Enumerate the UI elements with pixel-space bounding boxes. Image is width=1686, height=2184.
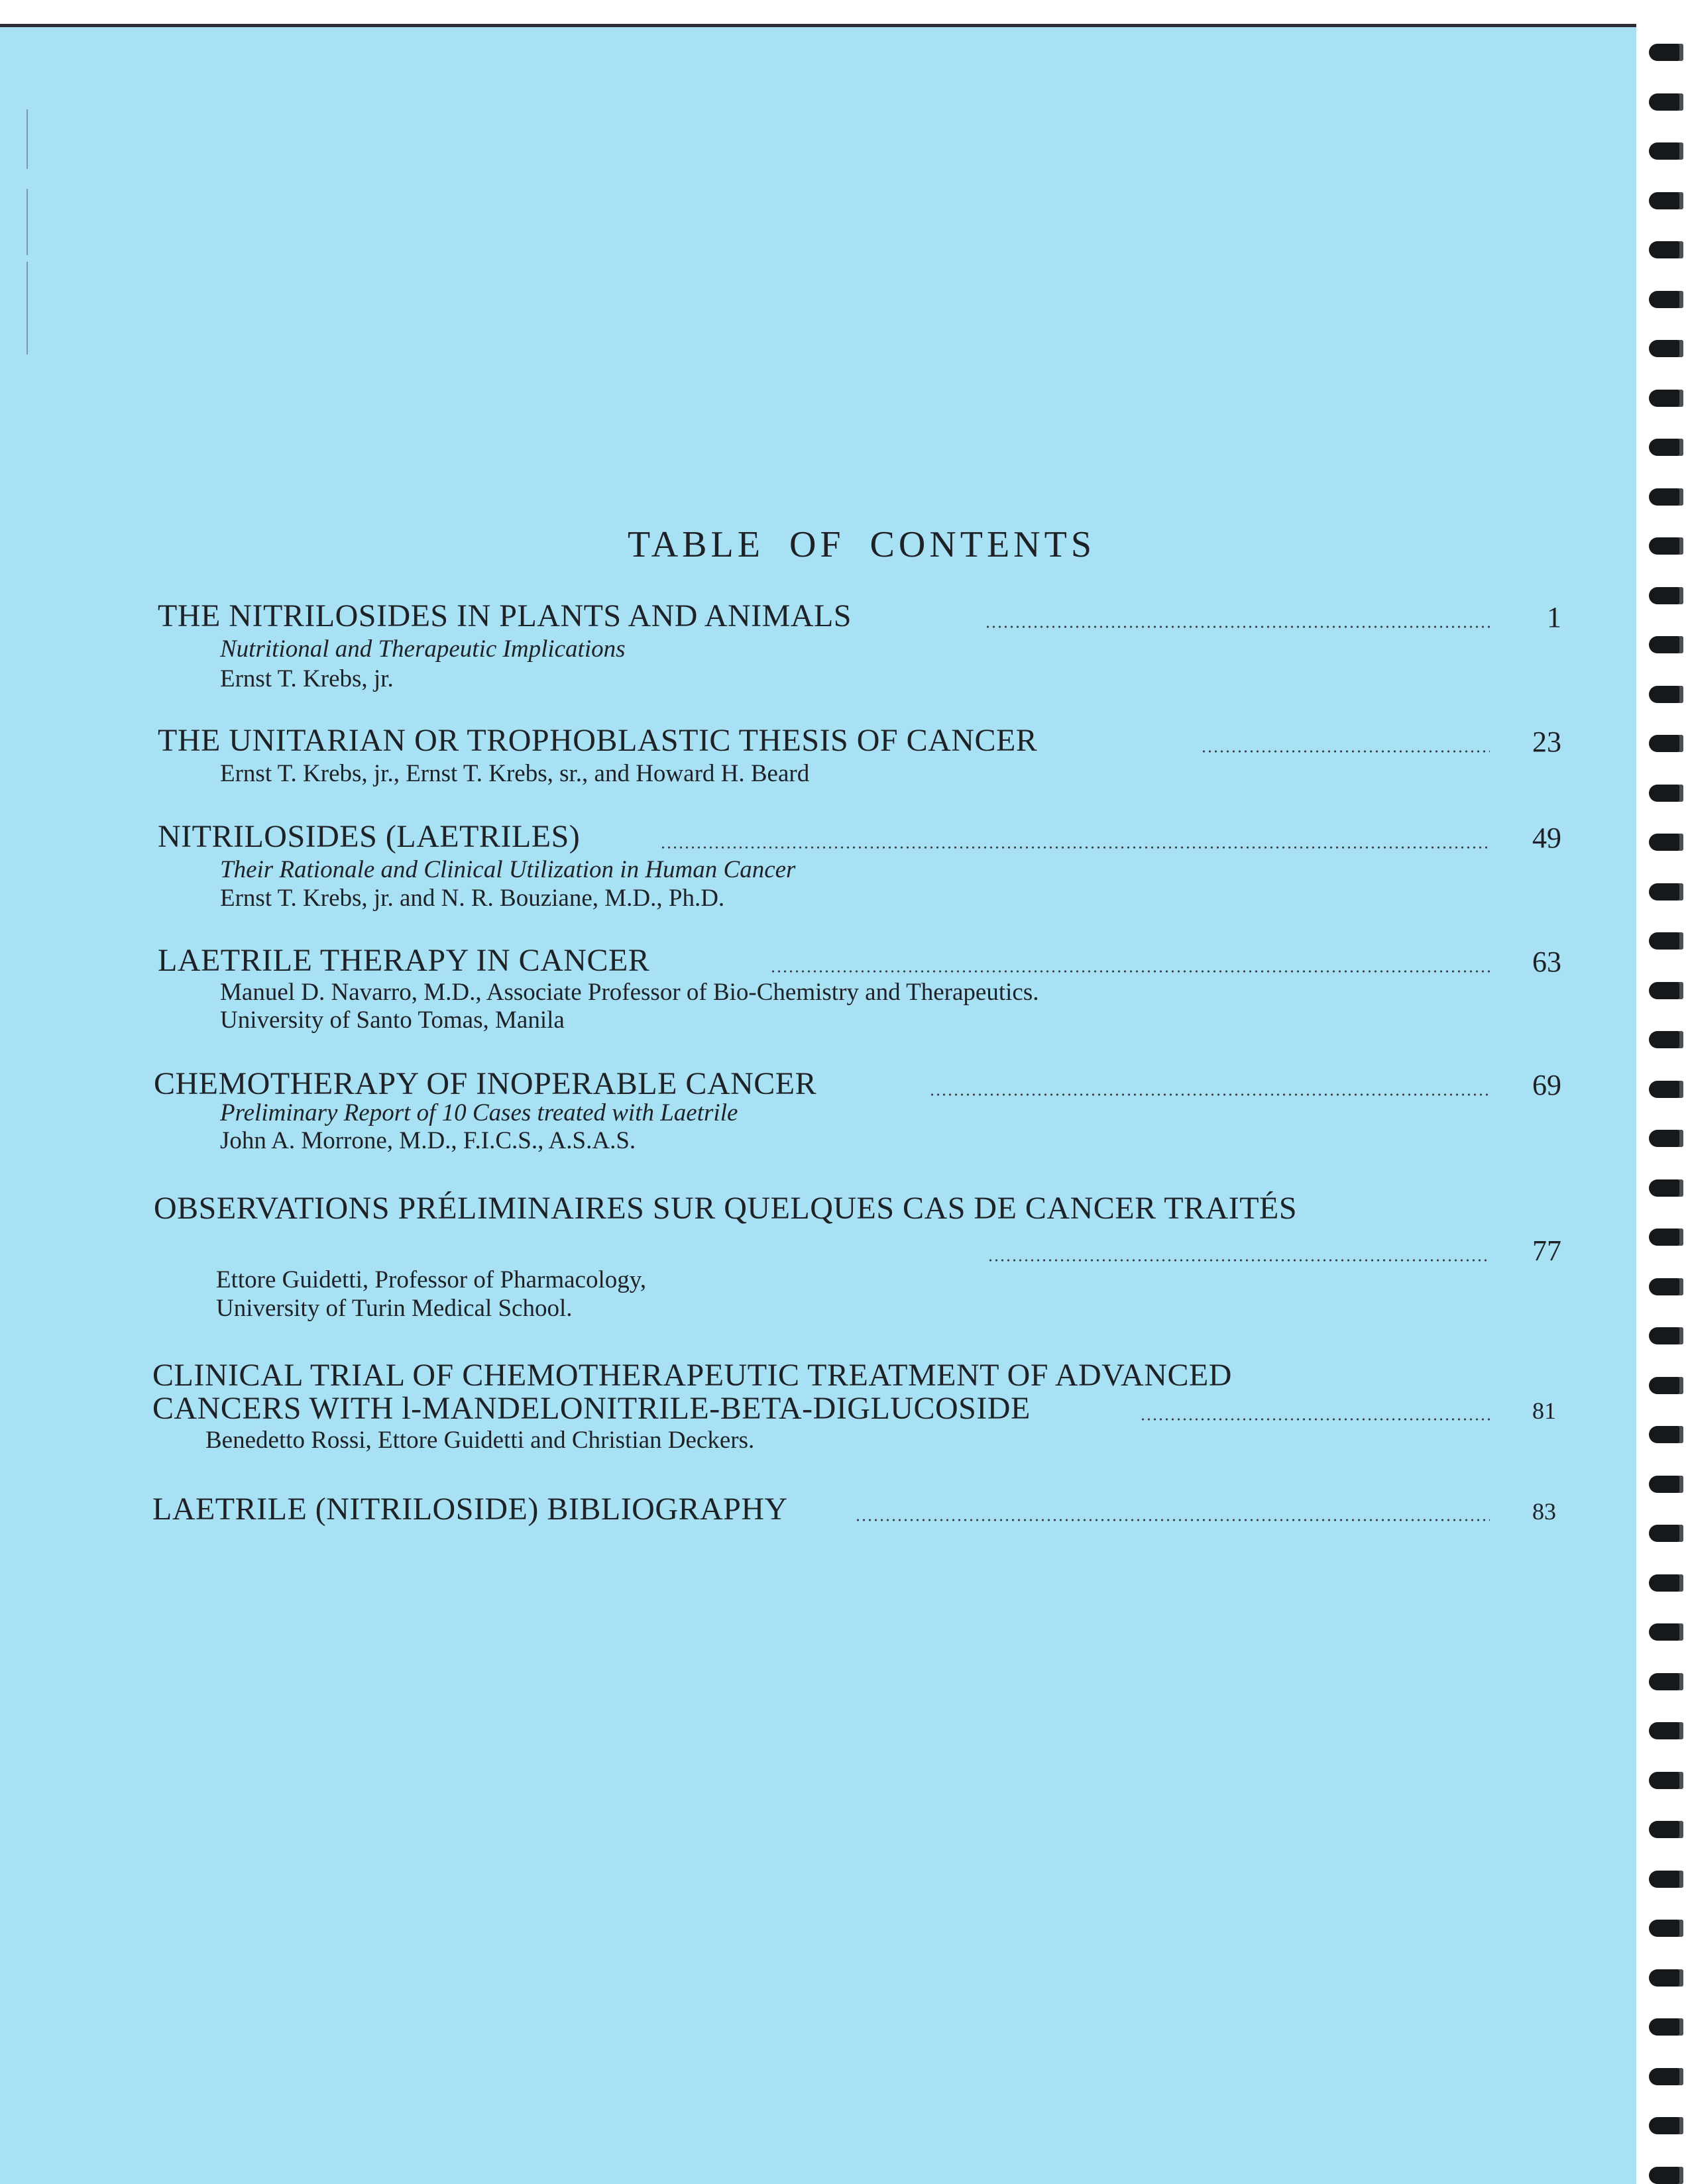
toc-entry-subtitle: Their Rationale and Clinical Utilization in Human Cancer (220, 856, 796, 883)
toc-entry-author: Manuel D. Navarro, M.D., Associate Professor of Bio-Chemistry and Therapeutics. (220, 979, 1039, 1006)
dot-leader (1140, 1418, 1490, 1421)
dot-leader (1201, 750, 1490, 753)
toc-entry-subtitle: Preliminary Report of 10 Cases treated with Laetrile (220, 1099, 738, 1126)
toc-page-number: 81 (1532, 1397, 1556, 1424)
toc-entry-heading: OBSERVATIONS PRÉLIMINAIRES SUR QUELQUES CAS DE CANCER TRAITÉS (154, 1191, 1298, 1226)
toc-entry-subtitle: Nutritional and Therapeutic Implications (220, 635, 626, 663)
toc-page-number: 1 (1547, 601, 1561, 633)
dot-leader (985, 626, 1490, 628)
toc-page-number: 83 (1532, 1498, 1556, 1525)
toc-entry-heading: NITRILOSIDES (LAETRILES) (158, 819, 581, 854)
toc-page-number: 23 (1532, 726, 1561, 758)
dot-leader (660, 846, 1490, 849)
dot-leader (855, 1519, 1490, 1521)
toc-entry-author: John A. Morrone, M.D., F.I.C.S., A.S.A.S. (220, 1127, 636, 1154)
toc-entry-heading: CANCERS WITH l-MANDELONITRILE-BETA-DIGLUCOSIDE (152, 1391, 1031, 1426)
toc-entry-author: Ernst T. Krebs, jr. (220, 665, 394, 692)
toc-entry-heading: LAETRILE (NITRILOSIDE) BIBLIOGRAPHY (152, 1492, 788, 1527)
toc-entry-author: Ernst T. Krebs, jr., Ernst T. Krebs, sr., and Howard H. Beard (220, 760, 810, 787)
toc-page-number: 77 (1532, 1234, 1561, 1267)
toc-entry-heading: THE UNITARIAN OR TROPHOBLASTIC THESIS OF CANCER (158, 723, 1038, 758)
dot-leader (987, 1259, 1490, 1262)
toc-entry-heading: THE NITRILOSIDES IN PLANTS AND ANIMALS (158, 598, 852, 633)
toc-page-number: 63 (1532, 946, 1561, 978)
toc-entry-author: Ettore Guidetti, Professor of Pharmacology, (216, 1266, 647, 1293)
toc-entry-author: University of Turin Medical School. (216, 1295, 573, 1322)
toc-entry-heading: LAETRILE THERAPY IN CANCER (158, 943, 650, 978)
dot-leader (929, 1093, 1490, 1096)
toc-entry-author: Benedetto Rossi, Ettore Guidetti and Christian Deckers. (205, 1427, 755, 1454)
toc-entry-heading: CHEMOTHERAPY OF INOPERABLE CANCER (154, 1066, 817, 1101)
page-title: TABLE OF CONTENTS (628, 524, 1096, 565)
dot-leader (770, 970, 1490, 973)
toc-entry-heading: CLINICAL TRIAL OF CHEMOTHERAPEUTIC TREATMENT OF ADVANCED (152, 1358, 1232, 1393)
toc-entry-author: Ernst T. Krebs, jr. and N. R. Bouziane, M.D., Ph.D. (220, 885, 725, 912)
toc-page-number: 69 (1532, 1069, 1561, 1101)
toc-page-number: 49 (1532, 822, 1561, 854)
toc-entry-author: University of Santo Tomas, Manila (220, 1007, 565, 1034)
